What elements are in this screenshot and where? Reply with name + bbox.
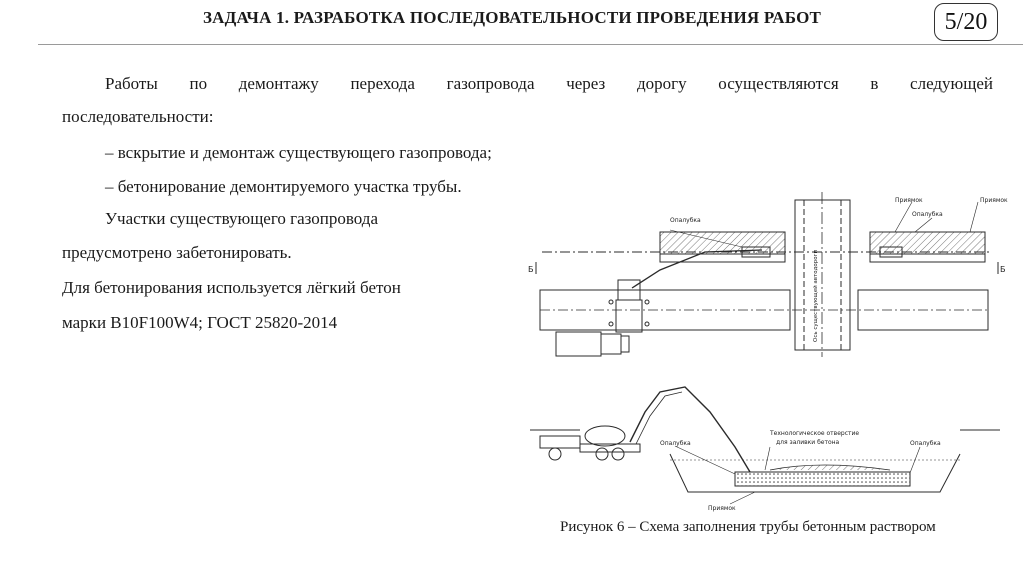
label-pit-far-right-plan: Приямок	[980, 197, 1008, 204]
concrete-pump-boom-section	[630, 387, 750, 472]
label-formwork-left-plan: Опалубка	[670, 217, 701, 224]
paragraph-concrete-line2: марки В10F100W4; ГОСТ 25820-2014	[62, 313, 338, 332]
label-formwork-right-section: Опалубка	[910, 440, 941, 447]
trench-right-hatching	[870, 232, 985, 254]
slide-title: ЗАДАЧА 1. РАЗРАБОТКА ПОСЛЕДОВАТЕЛЬНОСТИ ПРОВЕДЕНИЯ РАБОТ	[202, 8, 822, 27]
trench-left-hatching	[660, 232, 785, 254]
label-pit-right-plan: Приямок	[895, 197, 923, 204]
page-counter: 5/20	[934, 3, 998, 41]
paragraph-sections-line1: Участки существующего газопровода	[105, 209, 378, 228]
mixer-drum	[585, 426, 625, 446]
pipe-filled-with-concrete	[735, 472, 910, 486]
label-hole-note-line2: для заливки бетона	[776, 439, 840, 446]
figure-caption: Рисунок 6 – Схема заполнения трубы бетонным раствором	[560, 519, 936, 535]
paragraph-sections-line2: предусмотрено забетонировать.	[62, 243, 292, 262]
pump-body	[616, 300, 642, 332]
list-item-opening: – вскрытие и демонтаж существующего газопровода;	[105, 143, 492, 162]
paragraph-intro-line1: Работы по демонтажу перехода газопровода через дорогу осуществляются в следующей	[105, 74, 993, 93]
label-hole-note-line1: Технологическое отверстие	[770, 430, 860, 437]
label-pit-section: Приямок	[708, 505, 736, 512]
title-divider	[38, 44, 1023, 45]
label-formwork-right-plan: Опалубка	[912, 211, 943, 218]
label-road-axis: Ось существующей автодороги	[813, 249, 819, 342]
mixer-truck-plan	[556, 332, 601, 356]
section-mark-left: Б	[528, 265, 534, 274]
paragraph-intro-line2: последовательности:	[62, 107, 214, 126]
road	[795, 200, 850, 350]
mixer-truck-cab	[540, 436, 580, 448]
label-formwork-left-section: Опалубка	[660, 440, 691, 447]
list-item-concreting: – бетонирование демонтируемого участка трубы.	[105, 177, 462, 196]
section-mark-right: Б	[1000, 265, 1006, 274]
pipe-filling-scheme-drawing	[520, 192, 1010, 512]
paragraph-concrete-line1: Для бетонирования используется лёгкий бетон	[62, 278, 401, 297]
